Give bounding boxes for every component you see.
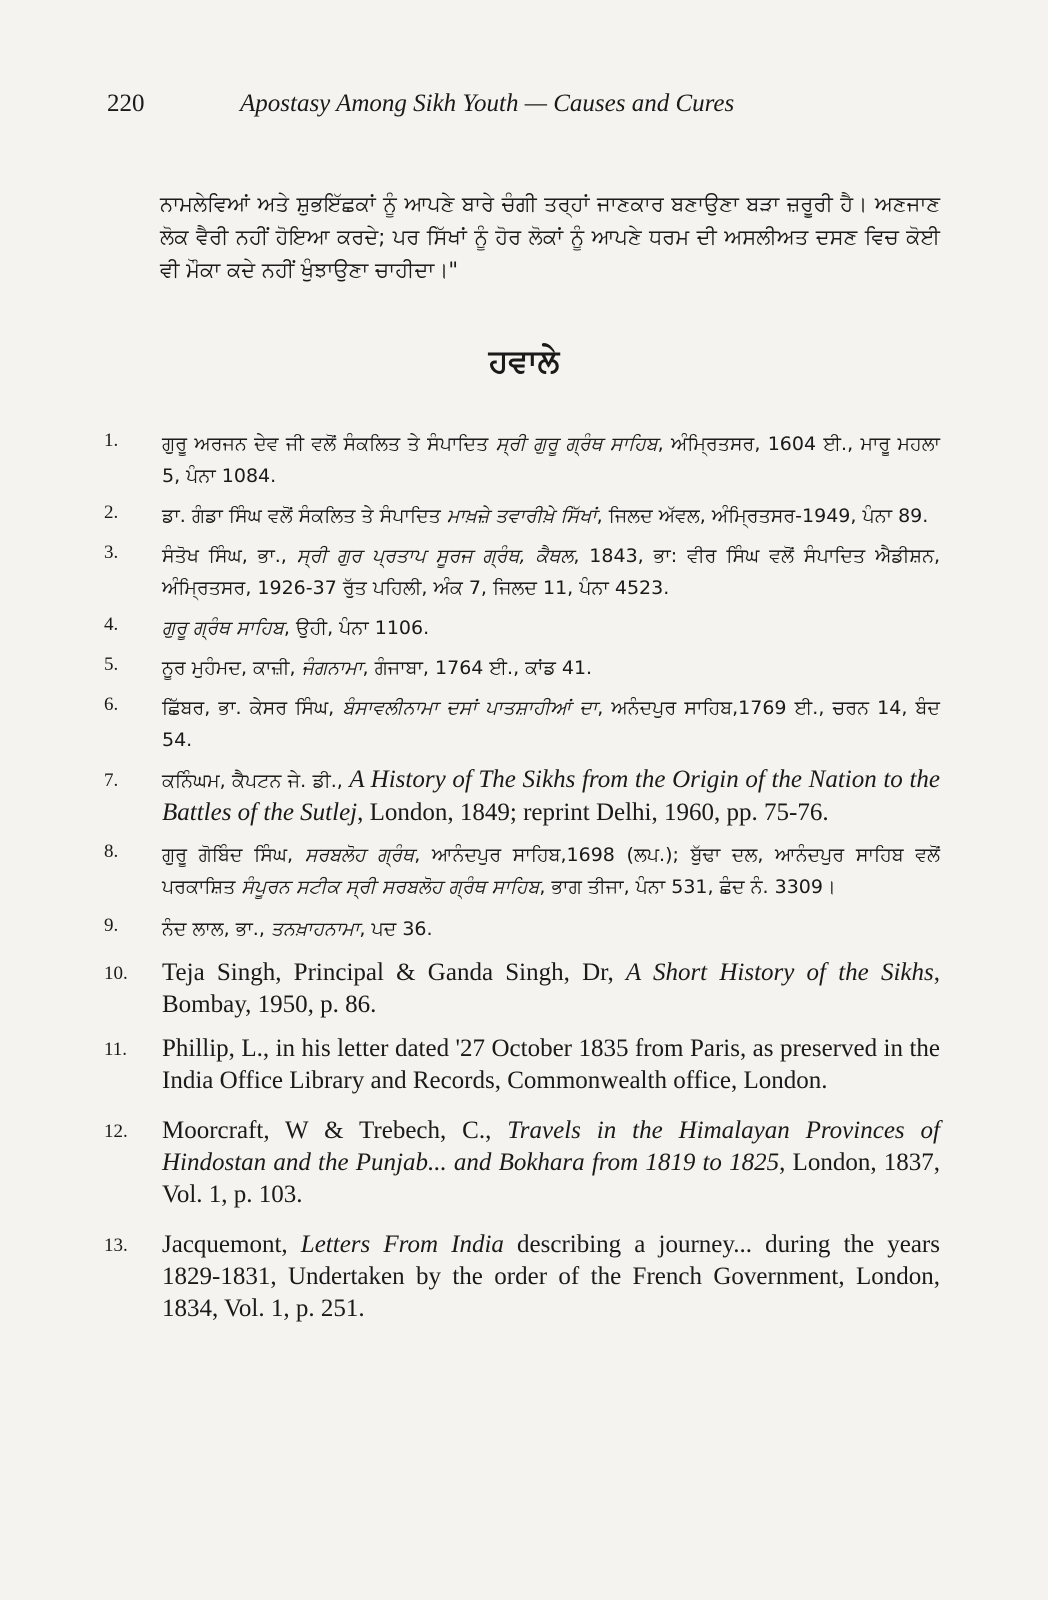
reference-item xyxy=(104,612,940,644)
reference-number: 3. xyxy=(104,542,119,563)
reference-segment: , ਭਾਗ ਤੀਜਾ, ਪੰਨਾ 531, ਛੰਦ ਨੰ. 3309। xyxy=(539,876,836,898)
reference-item xyxy=(104,913,940,945)
reference-text xyxy=(162,692,940,756)
reference-segment: ਗੁਰੂ ਅਰਜਨ ਦੇਵ ਜੀ ਵਲੋਂ ਸੰਕਲਿਤ ਤੇ ਸੰਪਾਦਿਤ xyxy=(162,433,496,455)
reference-text xyxy=(162,839,940,903)
reference-item xyxy=(104,652,940,684)
reference-text xyxy=(162,428,940,492)
reference-title: ਜੰਗਨਾਮਾ xyxy=(301,657,363,679)
reference-segment: describing a journey... during the years 1829-1831, Undertaken by the order of the French Government, London, 1834, Vol. 1, p. 251. xyxy=(162,1231,940,1322)
reference-title: ਗੁਰੂ ਗ੍ਰੰਥ ਸਾਹਿਬ xyxy=(162,617,284,639)
reference-item xyxy=(104,839,940,903)
reference-segment: ਨੰਦ ਲਾਲ, ਭਾ., xyxy=(162,918,271,940)
reference-segment: , Bombay, 1950, p. 86. xyxy=(162,959,940,1018)
reference-title: ਸਰਬਲੋਹ ਗ੍ਰੰਥ xyxy=(304,844,415,866)
reference-segment: , London, 1837, Vol. 1, p. 103. xyxy=(162,1149,940,1208)
reference-segment: , ਅਨੰਦਪੁਰ ਸਾਹਿਬ,1769 ਈ., ਚਰਨ 14, ਬੰਦ 54. xyxy=(162,697,940,751)
reference-segment: ਡਾ. ਗੰਡਾ ਸਿੰਘ ਵਲੋਂ ਸੰਕਲਿਤ ਤੇ ਸੰਪਾਦਿਤ xyxy=(162,505,447,527)
reference-segment: Moorcraft, W & Trebech, C., xyxy=(162,1117,508,1144)
reference-segment: , ਆਨੰਦਪੁਰ ਸਾਹਿਬ,1698 (ਲਪ.); ਬੁੱਢਾ ਦਲ, ਆਨੰਦਪੁਰ ਸਾਹਿਬ ਵਲੋਂ ਪਰਕਾਸ਼ਿਤ xyxy=(162,844,940,898)
reference-segment: Phillip, L., in his letter dated '27 October 1835 from Paris, as preserved in the India Office Library and Records, Commonwealth office, London. xyxy=(162,1035,940,1094)
reference-segment: , ਪਦ 36. xyxy=(359,918,433,940)
reference-number: 12. xyxy=(104,1121,128,1142)
reference-segment: , ਜਿਲਦ ਅੱਵਲ, ਅੰਮ੍ਰਿਤਸਰ-1949, ਪੰਨਾ 89. xyxy=(596,505,929,527)
reference-segment: , ਅੰਮ੍ਰਿਤਸਰ, 1604 ਈ., ਮਾਰੂ ਮਹਲਾ 5, ਪੰਨਾ 1084. xyxy=(162,433,940,487)
reference-item xyxy=(104,1115,940,1211)
reference-title: ਸੰਪੂਰਨ ਸਟੀਕ ਸ੍ਰੀ ਸਰਬਲੋਹ ਗ੍ਰੰਥ ਸਾਹਿਬ xyxy=(241,876,540,898)
reference-segment: Jacquemont, xyxy=(162,1231,301,1258)
reference-number: 11. xyxy=(104,1039,128,1060)
reference-segment: , ਗੰਜਾਬਾ, 1764 ਈ., ਕਾਂਡ 41. xyxy=(362,657,593,679)
reference-item xyxy=(104,957,940,1021)
intro-paragraph: ਨਾਮਲੇਵਿਆਂ ਅਤੇ ਸ਼ੁਭਇੱਛਕਾਂ ਨੂੰ ਆਪਣੇ ਬਾਰੇ ਚੰਗੀ ਤਰ੍ਹਾਂ ਜਾਣਕਾਰ ਬਣਾਉਣਾ ਬੜਾ ਜ਼ਰੂਰੀ ਹੈ। ਅਣਜਾਣ ਲੋਕ ਵੈਰੀ ਨਹੀਂ ਹੋਇਆ ਕਰਦੇ; ਪਰ ਸਿੱਖਾਂ ਨੂੰ ਹੋਰ ਲੋਕਾਂ ਨੂੰ ਆਪਣੇ ਧਰਮ ਦੀ ਅਸਲੀਅਤ ਦਸਣ ਵਿਚ ਕੋਈ ਵੀ ਮੌਕਾ ਕਦੇ ਨਹੀਂ ਖੁੰਝਾਉਣਾ ਚਾਹੀਦਾ।" xyxy=(160,192,940,282)
reference-segment: , 1843, ਭਾ: ਵੀਰ ਸਿੰਘ ਵਲੋਂ ਸੰਪਾਦਿਤ ਐਡੀਸ਼ਨ, ਅੰਮ੍ਰਿਤਸਰ, 1926-37 ਰੁੱਤ ਪਹਿਲੀ, ਅੰਕ 7, ਜਿਲਦ 11, ਪੰਨਾ 4523. xyxy=(162,545,940,599)
reference-text xyxy=(162,1033,940,1097)
reference-text xyxy=(162,652,940,684)
reference-number: 13. xyxy=(104,1235,128,1256)
reference-segment: ਗੁਰੂ ਗੋਬਿੰਦ ਸਿੰਘ, xyxy=(162,844,305,866)
reference-title: Travels in the Himalayan Provinces of Hindostan and the Punjab... and Bokhara from 1819 to 1825 xyxy=(162,1117,940,1176)
reference-segment: ਨੂਰ ਮੁਹੰਮਦ, ਕਾਜ਼ੀ, xyxy=(162,657,302,679)
reference-segment: Teja Singh, Principal & Ganda Singh, Dr, xyxy=(162,959,626,986)
references-list xyxy=(104,428,940,1335)
reference-text xyxy=(162,764,940,829)
reference-title: Letters From India xyxy=(300,1231,504,1258)
reference-segment: ਸੰਤੋਖ ਸਿੰਘ, ਭਾ., xyxy=(162,545,297,567)
reference-title: A Short History of the Sikhs xyxy=(625,959,934,986)
reference-item xyxy=(104,1033,940,1097)
reference-text xyxy=(162,540,940,604)
reference-text xyxy=(162,500,940,532)
reference-text xyxy=(162,1229,940,1325)
reference-title: ਸ੍ਰੀ ਗੁਰੂ ਗ੍ਰੰਥ ਸਾਹਿਬ xyxy=(495,433,658,455)
reference-segment: , London, 1849; reprint Delhi, 1960, pp. 75-76. xyxy=(357,799,829,826)
reference-item xyxy=(104,428,940,492)
reference-text xyxy=(162,612,940,644)
reference-title: ਮਾਖ਼ਜ਼ੇ ਤਵਾਰੀਖ਼ੇ ਸਿੱਖਾਂ xyxy=(446,505,597,527)
section-heading: ਹਵਾਲੇ xyxy=(488,342,560,380)
reference-segment: ਛਿੱਬਰ, ਭਾ. ਕੇਸਰ ਸਿੰਘ, xyxy=(162,697,343,719)
reference-item xyxy=(104,540,940,604)
reference-number: 8. xyxy=(104,841,119,862)
reference-number: 10. xyxy=(104,963,128,984)
reference-title: ਤਨਖ਼ਾਹਨਾਮਾ xyxy=(270,918,360,940)
page-number: 220 xyxy=(107,90,145,117)
reference-number: 6. xyxy=(104,694,119,715)
reference-number: 2. xyxy=(104,502,119,523)
reference-number: 1. xyxy=(104,430,119,451)
reference-text xyxy=(162,957,940,1021)
reference-title: A History of The Sikhs from the Origin of the Nation to the Battles of the Sutlej xyxy=(162,766,940,826)
reference-number: 5. xyxy=(104,654,119,675)
reference-number: 4. xyxy=(104,614,119,635)
reference-number: 7. xyxy=(104,770,119,791)
reference-item xyxy=(104,692,940,756)
reference-number: 9. xyxy=(104,915,119,936)
reference-title: ਸ੍ਰੀ ਗੁਰ ਪ੍ਰਤਾਪ ਸੂਰਜ ਗ੍ਰੰਥ, ਕੈਥਲ xyxy=(296,545,574,567)
reference-item xyxy=(104,500,940,532)
reference-item xyxy=(104,1229,940,1325)
reference-segment: ਕਨਿੰਘਮ, ਕੈਪਟਨ ਜੇ. ਡੀ., xyxy=(162,770,350,792)
page-header xyxy=(0,90,1048,130)
reference-segment: , ਉਹੀ, ਪੰਨਾ 1106. xyxy=(283,617,430,639)
reference-text xyxy=(162,913,940,945)
reference-text xyxy=(162,1115,940,1211)
reference-title: ਬੰਸਾਵਲੀਨਾਮਾ ਦਸਾਂ ਪਾਤਸ਼ਾਹੀਆਂ ਦਾ xyxy=(342,697,598,719)
reference-item xyxy=(104,764,940,829)
running-title: Apostasy Among Sikh Youth — Causes and Cures xyxy=(240,90,735,117)
